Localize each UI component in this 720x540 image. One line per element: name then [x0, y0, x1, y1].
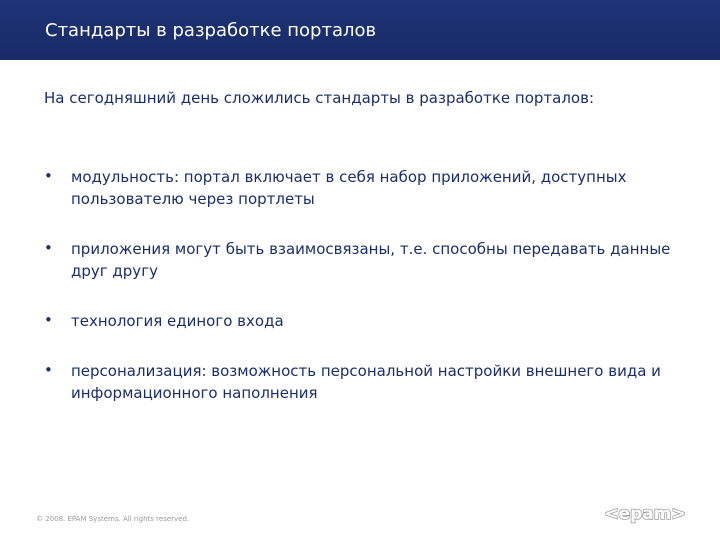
slide-header-bar	[0, 0, 720, 60]
bullet-icon: •	[44, 361, 53, 379]
bullet-text: технология единого входа	[71, 312, 284, 330]
intro-paragraph: На сегодняшний день сложились стандарты в разработке порталов:	[44, 89, 594, 107]
epam-logo-text: <epam>	[604, 504, 686, 524]
bullet-text: приложения могут быть взаимосвязаны, т.е. способны передавать данные друг другу	[71, 240, 671, 280]
bullet-item	[44, 238, 684, 282]
bullet-text: модульность: портал включает в себя набор приложений, доступных пользователю через портлеты	[71, 168, 627, 208]
bullet-item	[44, 310, 684, 332]
bullet-item	[44, 166, 684, 210]
bullet-item	[44, 360, 684, 404]
bullet-list	[44, 166, 684, 404]
bullet-text: персонализация: возможность персональной настройки внешнего вида и информационного наполнения	[71, 362, 661, 402]
epam-logo	[604, 500, 686, 526]
bullet-icon: •	[44, 239, 53, 257]
footer-copyright: © 2008. EPAM Systems. All rights reserved.	[36, 515, 190, 523]
bullet-icon: •	[44, 311, 53, 329]
bullet-icon: •	[44, 167, 53, 185]
slide-title: Стандарты в разработке порталов	[45, 20, 377, 41]
